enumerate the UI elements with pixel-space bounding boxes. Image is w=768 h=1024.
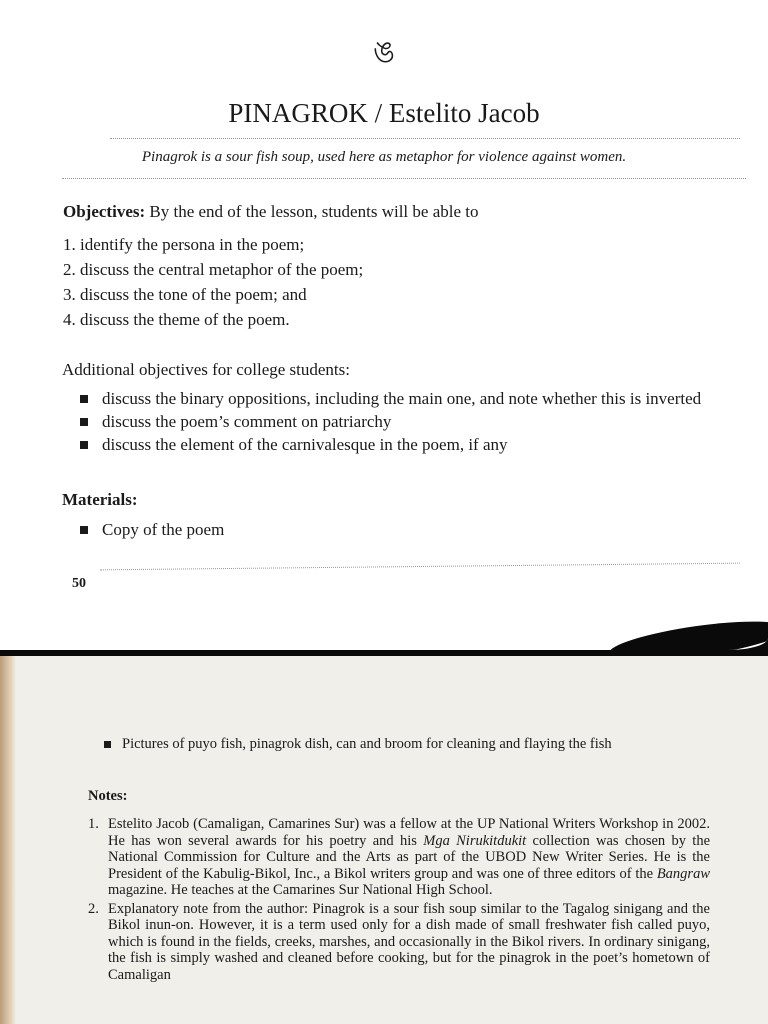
epigraph: Pinagrok is a sour fish soup, used here as metaphor for violence against women. [141, 149, 627, 165]
square-bullet-icon [80, 526, 88, 534]
note-text: collection was chosen by the National Commission for Culture and the Arts as part of the UBOD New Writer Series. He is the President of the Kabulig-Bikol, Inc., a Bikol writers group and was one of three editors of the [108, 832, 711, 882]
additional-objective-item [80, 388, 760, 409]
material-item [104, 736, 714, 753]
square-bullet-icon [104, 741, 111, 748]
epigraph-rule [62, 178, 746, 179]
note-number: 2. [88, 900, 99, 917]
material-text: Pictures of puyo fish, pinagrok dish, can and broom for cleaning and flaying the fish [122, 736, 612, 752]
collection-title: Mga Nirukitdukit [423, 832, 527, 849]
title-rule [110, 138, 740, 139]
material-text: Copy of the poem [102, 520, 225, 539]
square-bullet-icon [80, 395, 88, 403]
note-text: Explanatory note from the author: Pinagrok is a sour fish soup similar to the Tagalog sinigang and the Bikol inun-on. However, it is a term used only for a dish made of small freshwater fish called puyo, which is found in the fields, creeks, marshes, and occasionally in the Bikol rivers. In ordinary sinigang, the fish is simply washed and cleaned before cooking, but for the pinagrok in the poet’s hometown of Camaligan [108, 900, 710, 983]
objectives-heading [63, 202, 478, 222]
objectives-label: Objectives: [63, 202, 146, 221]
notes-heading: Notes: [88, 788, 128, 804]
square-bullet-icon [80, 418, 88, 426]
ornament-glyph: ঙ [372, 36, 395, 69]
note-item [88, 816, 710, 899]
materials-list [80, 519, 224, 541]
additional-objective-text: discuss the poem’s comment on patriarchy [102, 412, 392, 431]
poem-title: PINAGROK / Estelito Jacob [228, 98, 540, 128]
note-text: Estelito Jacob (Camaligan, Camarines Sur) was a fellow at the UP National Writers Workshop in 2002. He has won several awards for his poetry and his [108, 816, 710, 849]
notes-list [88, 816, 710, 985]
note-number: 1. [88, 816, 99, 832]
materials-continued-list [104, 736, 714, 753]
note-item [88, 901, 710, 984]
objective-item: 1. identify the persona in the poem; [63, 235, 305, 254]
objective-item: 4. discuss the theme of the poem. [63, 310, 290, 329]
magazine-title: Bangraw [656, 865, 710, 882]
objective-item: 2. discuss the central metaphor of the poem; [63, 260, 364, 279]
additional-objectives-list [80, 388, 760, 457]
material-item [80, 519, 224, 541]
objectives-intro: By the end of the lesson, students will be able to [149, 202, 479, 221]
note-text: magazine. He teaches at the Camarines Sur National High School. [108, 882, 493, 898]
footer-rule [100, 563, 740, 571]
materials-heading: Materials: [62, 490, 138, 509]
book-spine-shadow [0, 656, 16, 1024]
additional-objectives-heading: Additional objectives for college students: [62, 360, 350, 379]
additional-objective-text: discuss the binary oppositions, including the main one, and note whether this is inverted [102, 389, 702, 408]
additional-objective-item [80, 411, 760, 432]
additional-objective-item [80, 434, 760, 455]
page-number: 50 [72, 576, 86, 591]
square-bullet-icon [80, 441, 88, 449]
objectives-list [63, 232, 363, 332]
page-next [0, 656, 768, 1024]
additional-objective-text: discuss the element of the carnivalesque in the poem, if any [102, 435, 508, 454]
objective-item: 3. discuss the tone of the poem; and [63, 285, 307, 304]
